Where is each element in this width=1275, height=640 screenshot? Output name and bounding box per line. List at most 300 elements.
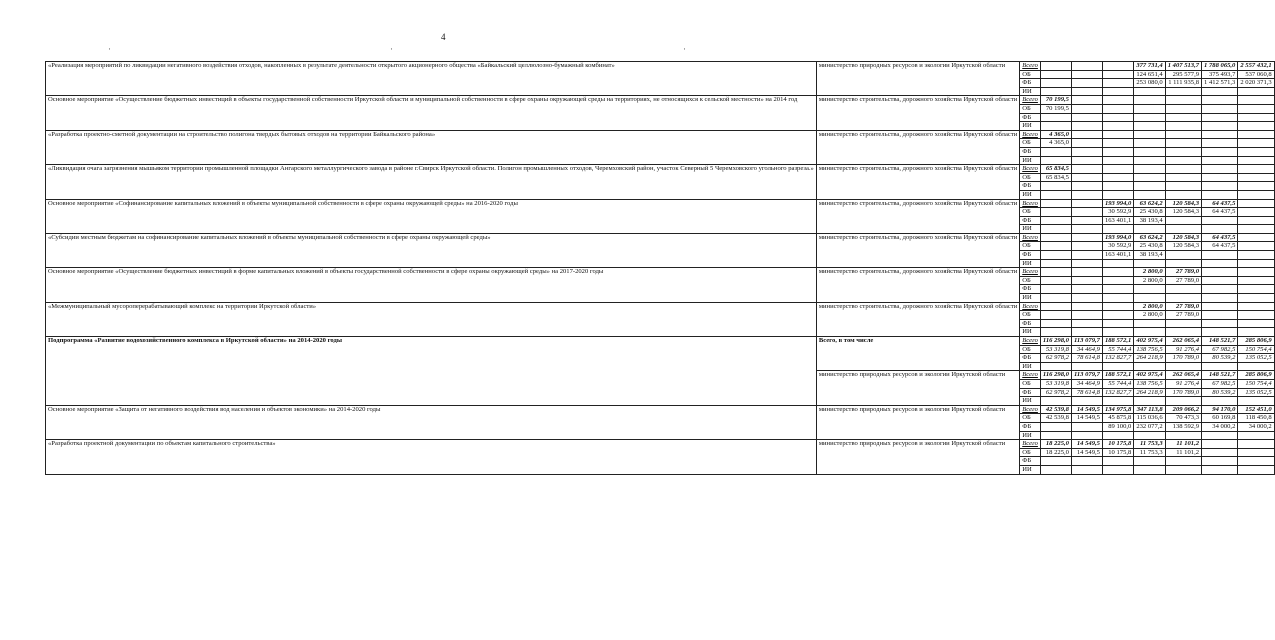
activity-name-cell: «Разработка проектно-сметной документации на строительство полигона твердых бытовых отходов на территории Байкальского района» [46,130,817,164]
amount-cell [1102,165,1133,174]
amount-cell [1165,182,1201,191]
amount-cell: 64 437,5 [1202,233,1238,242]
amount-cell [1040,431,1071,440]
amount-cell [1238,431,1274,440]
amount-cell [1040,87,1071,96]
amount-cell: 253 080,0 [1134,79,1165,88]
amount-cell [1071,96,1102,105]
amount-cell [1238,457,1274,466]
amount-cell [1071,139,1102,148]
amount-cell [1102,182,1133,191]
table-row [46,233,1275,242]
amount-cell [1238,182,1274,191]
amount-cell [1202,276,1238,285]
responsible-org-cell: министерство природных ресурсов и экологии Иркутской области [816,62,1019,96]
amount-cell: 27 789,0 [1165,276,1201,285]
amount-cell: 4 365,0 [1040,139,1071,148]
amount-cell [1202,225,1238,234]
amount-cell: 163 401,1 [1102,251,1133,260]
amount-cell [1165,173,1201,182]
amount-cell [1102,328,1133,337]
amount-cell [1134,182,1165,191]
amount-cell: 377 731,4 [1134,62,1165,71]
amount-cell [1071,70,1102,79]
amount-cell [1165,328,1201,337]
amount-cell: 64 437,5 [1202,208,1238,217]
source-type-cell: Всего [1020,405,1041,414]
amount-cell: 150 754,4 [1238,379,1274,388]
amount-cell [1165,165,1201,174]
source-type-cell: Всего [1020,337,1041,346]
amount-cell [1165,190,1201,199]
amount-cell [1238,259,1274,268]
amount-cell [1134,156,1165,165]
amount-cell [1238,242,1274,251]
responsible-org-cell: министерство природных ресурсов и экологии Иркутской области [816,440,1019,474]
amount-cell [1202,457,1238,466]
responsible-org-cell: министерство строительства, дорожного хозяйства Иркутской области [816,268,1019,302]
source-type-cell: ОБ [1020,70,1041,79]
amount-cell [1102,113,1133,122]
amount-cell [1071,465,1102,474]
amount-cell: 120 584,3 [1165,233,1201,242]
amount-cell [1071,113,1102,122]
amount-cell [1134,122,1165,131]
amount-cell [1202,216,1238,225]
source-type-cell: ФБ [1020,319,1041,328]
source-type-cell: ФБ [1020,388,1041,397]
amount-cell [1071,147,1102,156]
amount-cell [1071,397,1102,406]
amount-cell: 402 975,4 [1134,337,1165,346]
activity-name-cell: «Межмуниципальный мусороперерабатывающий комплекс на территории Иркутской области» [46,302,817,336]
source-type-cell: ФБ [1020,113,1041,122]
amount-cell [1134,130,1165,139]
amount-cell [1134,147,1165,156]
amount-cell [1238,216,1274,225]
amount-cell [1102,130,1133,139]
table-row [46,405,1275,414]
amount-cell [1134,285,1165,294]
amount-cell [1202,465,1238,474]
scan-dot: · [390,44,393,54]
amount-cell [1165,319,1201,328]
amount-cell: 80 539,2 [1202,354,1238,363]
amount-cell [1071,208,1102,217]
table-row [46,302,1275,311]
activity-name-cell: «Реализация мероприятий по ликвидации негативного воздействия отходов, накопленных в результате деятельности открытого акционерного общества «Байкальский целлюлозно-бумажный комбинат» [46,62,817,96]
amount-cell [1238,173,1274,182]
source-type-cell: ФБ [1020,182,1041,191]
amount-cell [1238,130,1274,139]
amount-cell: 45 875,8 [1102,414,1133,423]
amount-cell: 55 744,4 [1102,379,1133,388]
amount-cell [1202,302,1238,311]
amount-cell: 152 451,0 [1238,405,1274,414]
amount-cell [1238,199,1274,208]
source-type-cell: ИИ [1020,431,1041,440]
amount-cell [1165,87,1201,96]
amount-cell: 18 225,0 [1040,440,1071,449]
amount-cell: 264 218,9 [1134,388,1165,397]
amount-cell [1134,457,1165,466]
table-row [46,96,1275,105]
source-type-cell: ОБ [1020,173,1041,182]
amount-cell [1238,311,1274,320]
amount-cell [1040,79,1071,88]
amount-cell [1238,294,1274,303]
amount-cell: 2 557 432,1 [1238,62,1274,71]
page-number: 4 [441,32,446,42]
amount-cell [1134,104,1165,113]
amount-cell: 14 549,5 [1071,448,1102,457]
amount-cell [1040,70,1071,79]
amount-cell: 42 539,8 [1040,414,1071,423]
amount-cell [1071,165,1102,174]
source-type-cell: ОБ [1020,311,1041,320]
amount-cell: 135 052,5 [1238,388,1274,397]
amount-cell [1202,259,1238,268]
amount-cell [1238,87,1274,96]
amount-cell [1071,233,1102,242]
amount-cell [1238,225,1274,234]
amount-cell [1134,225,1165,234]
source-type-cell: Всего [1020,302,1041,311]
amount-cell [1165,122,1201,131]
amount-cell [1238,319,1274,328]
source-type-cell: ИИ [1020,362,1041,371]
amount-cell [1102,70,1133,79]
amount-cell: 113 079,7 [1071,337,1102,346]
amount-cell [1238,122,1274,131]
amount-cell: 116 298,0 [1040,371,1071,380]
amount-cell: 132 827,7 [1102,354,1133,363]
amount-cell [1040,457,1071,466]
amount-cell: 55 744,4 [1102,345,1133,354]
amount-cell: 138 756,5 [1134,345,1165,354]
source-type-cell: ФБ [1020,79,1041,88]
amount-cell [1134,362,1165,371]
amount-cell [1202,130,1238,139]
amount-cell [1071,62,1102,71]
source-type-cell: ИИ [1020,397,1041,406]
amount-cell: 295 577,9 [1165,70,1201,79]
responsible-org-cell: министерство природных ресурсов и экологии Иркутской области [816,371,1019,405]
amount-cell [1071,87,1102,96]
amount-cell: 193 994,0 [1102,199,1133,208]
amount-cell [1102,302,1133,311]
responsible-org-cell: министерство строительства, дорожного хозяйства Иркутской области [816,302,1019,336]
amount-cell: 11 753,3 [1134,448,1165,457]
table-row [46,337,1275,346]
amount-cell [1202,190,1238,199]
source-type-cell: Всего [1020,233,1041,242]
amount-cell: 262 065,4 [1165,371,1201,380]
amount-cell [1071,457,1102,466]
amount-cell: 1 111 935,8 [1165,79,1201,88]
amount-cell [1238,251,1274,260]
activity-name-cell: «Ликвидация очага загрязнения мышьяком территории промышленной площадки Ангарского металлургического завода в районе г.Свирск Иркутской области. Полигон промышленных отходов, Черемховский район, участок Северный 5 Черемховского угольного разреза.» [46,165,817,199]
amount-cell [1134,397,1165,406]
amount-cell [1165,216,1201,225]
amount-cell: 27 789,0 [1165,311,1201,320]
amount-cell: 53 319,8 [1040,345,1071,354]
amount-cell [1165,397,1201,406]
amount-cell: 120 584,3 [1165,242,1201,251]
source-type-cell: ОБ [1020,242,1041,251]
amount-cell [1202,285,1238,294]
amount-cell [1040,302,1071,311]
amount-cell [1040,285,1071,294]
amount-cell [1040,362,1071,371]
amount-cell [1071,130,1102,139]
scan-dot: · [683,44,686,54]
activity-name-cell: Основное мероприятие «Осуществление бюджетных инвестиций в форме капитальных вложений в объекты государственной собственности в сфере охраны окружающей среды» на 2017-2020 годы [46,268,817,302]
amount-cell: 135 052,5 [1238,354,1274,363]
amount-cell [1071,199,1102,208]
amount-cell [1202,448,1238,457]
amount-cell [1134,139,1165,148]
activity-name-cell: Основное мероприятие «Софинансирование капитальных вложений в объекты муниципальной собственности в сфере охраны окружающей среды» на 2016-2020 годы [46,199,817,233]
activity-name-cell: Основное мероприятие «Осуществление бюджетных инвестиций в объекты государственной собственности Иркутской области и муниципальной собственности в сфере охраны окружающей среды на территориях, не относящихся к сельской местности» на 2014 год [46,96,817,130]
source-type-cell: ИИ [1020,259,1041,268]
source-type-cell: ИИ [1020,156,1041,165]
amount-cell [1102,311,1133,320]
amount-cell: 63 624,2 [1134,199,1165,208]
amount-cell [1040,422,1071,431]
amount-cell [1238,440,1274,449]
amount-cell: 4 365,0 [1040,130,1071,139]
amount-cell [1102,465,1133,474]
amount-cell [1040,216,1071,225]
amount-cell: 34 000,2 [1202,422,1238,431]
amount-cell [1238,96,1274,105]
amount-cell: 91 276,4 [1165,379,1201,388]
amount-cell [1134,431,1165,440]
activity-name-cell: Подпрограмма «Развитие водохозяйственного комплекса в Иркутской области» на 2014-2020 годы [46,337,817,406]
amount-cell [1238,208,1274,217]
amount-cell [1071,156,1102,165]
source-type-cell: ФБ [1020,147,1041,156]
responsible-org-cell: министерство строительства, дорожного хозяйства Иркутской области [816,199,1019,233]
amount-cell: 78 614,8 [1071,388,1102,397]
amount-cell [1165,130,1201,139]
amount-cell [1165,362,1201,371]
amount-cell: 2 800,0 [1134,268,1165,277]
amount-cell [1202,147,1238,156]
source-type-cell: ИИ [1020,87,1041,96]
amount-cell: 25 430,8 [1134,242,1165,251]
source-type-cell: ОБ [1020,104,1041,113]
amount-cell [1202,311,1238,320]
amount-cell: 60 169,8 [1202,414,1238,423]
amount-cell: 14 549,5 [1071,405,1102,414]
amount-cell: 170 789,0 [1165,354,1201,363]
source-type-cell: ФБ [1020,251,1041,260]
amount-cell: 148 521,7 [1202,371,1238,380]
source-type-cell: ИИ [1020,465,1041,474]
amount-cell [1040,242,1071,251]
amount-cell [1165,225,1201,234]
amount-cell: 138 756,5 [1134,379,1165,388]
amount-cell: 63 624,2 [1134,233,1165,242]
amount-cell: 193 994,0 [1102,233,1133,242]
source-type-cell: ФБ [1020,457,1041,466]
source-type-cell: ИИ [1020,328,1041,337]
amount-cell [1071,79,1102,88]
amount-cell: 42 539,8 [1040,405,1071,414]
amount-cell [1102,96,1133,105]
source-type-cell: ИИ [1020,190,1041,199]
amount-cell: 64 437,5 [1202,242,1238,251]
amount-cell [1102,139,1133,148]
amount-cell [1202,104,1238,113]
amount-cell [1102,362,1133,371]
amount-cell: 2 020 371,3 [1238,79,1274,88]
amount-cell [1102,190,1133,199]
amount-cell: 34 000,2 [1238,422,1274,431]
amount-cell: 163 401,1 [1102,216,1133,225]
amount-cell [1238,328,1274,337]
amount-cell: 2 800,0 [1134,302,1165,311]
amount-cell: 11 101,2 [1165,448,1201,457]
amount-cell: 53 319,8 [1040,379,1071,388]
amount-cell [1102,431,1133,440]
amount-cell [1202,182,1238,191]
amount-cell [1238,156,1274,165]
amount-cell: 1 412 571,3 [1202,79,1238,88]
amount-cell: 232 077,2 [1134,422,1165,431]
amount-cell [1071,431,1102,440]
amount-cell [1165,104,1201,113]
amount-cell [1040,311,1071,320]
amount-cell [1165,294,1201,303]
amount-cell [1040,147,1071,156]
amount-cell [1071,319,1102,328]
amount-cell: 25 430,8 [1134,208,1165,217]
amount-cell [1165,139,1201,148]
amount-cell [1102,87,1133,96]
amount-cell: 67 982,5 [1202,379,1238,388]
amount-cell [1102,294,1133,303]
amount-cell: 65 834,5 [1040,173,1071,182]
amount-cell [1134,96,1165,105]
amount-cell [1102,225,1133,234]
amount-cell: 2 800,0 [1134,276,1165,285]
amount-cell: 375 493,7 [1202,70,1238,79]
amount-cell [1202,328,1238,337]
activity-name-cell: «Субсидии местным бюджетам на софинансирование капитальных вложений в объекты муниципальной собственности в сфере охраны окружающей среды» [46,233,817,267]
amount-cell [1202,251,1238,260]
amount-cell: 38 193,4 [1134,251,1165,260]
amount-cell [1040,276,1071,285]
amount-cell: 188 572,1 [1102,371,1133,380]
amount-cell [1040,465,1071,474]
amount-cell: 537 060,8 [1238,70,1274,79]
amount-cell [1238,285,1274,294]
amount-cell [1040,199,1071,208]
amount-cell [1165,251,1201,260]
amount-cell: 120 584,3 [1165,208,1201,217]
activity-name-cell: Основное мероприятие «Защита от негативного воздействия вод населения и объектов экономики» на 2014-2020 годы [46,405,817,439]
amount-cell [1040,182,1071,191]
amount-cell [1071,122,1102,131]
amount-cell [1071,182,1102,191]
amount-cell: 124 651,4 [1134,70,1165,79]
amount-cell: 67 982,5 [1202,345,1238,354]
amount-cell: 10 175,8 [1102,448,1133,457]
amount-cell [1040,113,1071,122]
amount-cell: 285 806,9 [1238,371,1274,380]
amount-cell [1040,319,1071,328]
amount-cell: 94 170,0 [1202,405,1238,414]
amount-cell: 2 800,0 [1134,311,1165,320]
source-type-cell: ФБ [1020,285,1041,294]
amount-cell [1102,62,1133,71]
amount-cell: 27 789,0 [1165,268,1201,277]
amount-cell: 132 827,7 [1102,388,1133,397]
amount-cell [1040,268,1071,277]
amount-cell [1238,104,1274,113]
source-type-cell: ОБ [1020,448,1041,457]
amount-cell [1165,285,1201,294]
source-type-cell: ОБ [1020,345,1041,354]
amount-cell: 70 199,5 [1040,104,1071,113]
amount-cell: 38 193,4 [1134,216,1165,225]
amount-cell [1102,457,1133,466]
amount-cell: 1 788 065,0 [1202,62,1238,71]
amount-cell: 18 225,0 [1040,448,1071,457]
amount-cell [1071,225,1102,234]
source-type-cell: Всего [1020,371,1041,380]
amount-cell: 34 464,9 [1071,345,1102,354]
amount-cell [1202,397,1238,406]
amount-cell [1202,96,1238,105]
amount-cell: 30 592,9 [1102,242,1133,251]
amount-cell [1238,448,1274,457]
amount-cell: 78 614,8 [1071,354,1102,363]
amount-cell [1202,165,1238,174]
amount-cell [1071,422,1102,431]
amount-cell [1134,294,1165,303]
amount-cell [1071,190,1102,199]
amount-cell: 65 834,5 [1040,165,1071,174]
amount-cell [1102,285,1133,294]
source-type-cell: ИИ [1020,294,1041,303]
table-row [46,130,1275,139]
amount-cell [1165,147,1201,156]
amount-cell [1102,122,1133,131]
table-row [46,199,1275,208]
amount-cell [1102,268,1133,277]
amount-cell: 11 101,2 [1165,440,1201,449]
responsible-org-cell: Всего, в том числе [816,337,1019,371]
amount-cell [1102,259,1133,268]
amount-cell [1071,259,1102,268]
amount-cell [1040,259,1071,268]
amount-cell [1071,173,1102,182]
amount-cell [1238,147,1274,156]
amount-cell [1202,156,1238,165]
amount-cell [1040,233,1071,242]
amount-cell [1071,276,1102,285]
amount-cell [1165,457,1201,466]
amount-cell [1102,147,1133,156]
amount-cell: 209 066,2 [1165,405,1201,414]
table-row [46,268,1275,277]
amount-cell [1040,122,1071,131]
source-type-cell: ИИ [1020,225,1041,234]
